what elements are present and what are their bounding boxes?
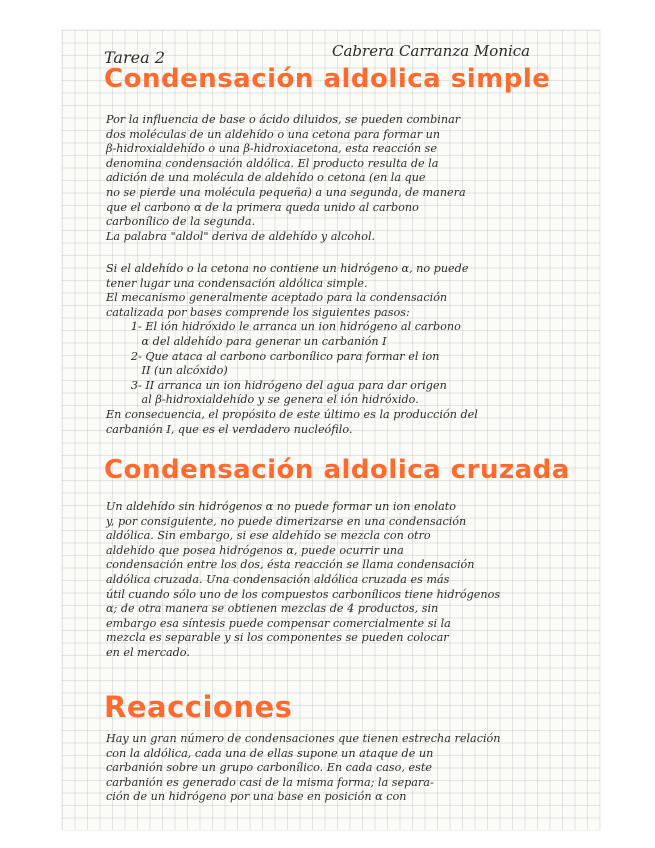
text-line: en el mercado.: [106, 645, 190, 659]
section-title-cruzada: Condensación aldolica cruzada: [104, 455, 570, 485]
text-line: adición de una molécula de aldehído o cetona (en la que: [106, 171, 426, 185]
text-line: con la aldólica, cada una de ellas supone un ataque de un: [106, 746, 434, 760]
text-line: En consecuencia, el propósito de este último es la producción del: [106, 407, 478, 421]
text-line: La palabra "aldol" deriva de aldehído y alcohol.: [106, 229, 376, 243]
text-line: mezcla es separable y si los componentes se pueden colocar: [106, 631, 449, 645]
paragraph-simple-mechanism: [106, 262, 586, 437]
text-line: denomina condensación aldólica. El producto resulta de la: [106, 156, 439, 170]
text-line: y, por consiguiente, no puede dimerizarse en una condensación: [106, 514, 467, 528]
text-line: El mecanismo generalmente aceptado para la condensación: [106, 291, 448, 305]
text-line: β-hidroxialdehído o una β-hidroxiacetona, esta reacción se: [106, 142, 437, 156]
text-line: aldehído que posea hidrógenos α, puede ocurrir una: [106, 543, 404, 557]
text-line: Un aldehído sin hidrógenos α no puede formar un ion enolato: [106, 500, 457, 513]
paragraph-reacciones: [106, 732, 586, 805]
text-line: carbanión es generado casi de la misma forma; la separa-: [106, 775, 434, 789]
text-line: carbanión sobre un grupo carbonílico. En cada caso, este: [106, 761, 432, 775]
text-line: no se pierde una molécula pequeña) a una segunda, de manera: [106, 185, 466, 199]
text-line: catalizada por bases comprende los siguientes pasos:: [106, 305, 410, 319]
paragraph-simple-definition: [106, 113, 586, 244]
text-line: tener lugar una condensación aldólica simple.: [106, 276, 368, 290]
text-line: ción de un hidrógeno por una base en posición α con: [106, 790, 407, 804]
mechanism-step-3-cont: al β-hidroxialdehído y se genera el ión hidróxido.: [106, 393, 419, 407]
text-line: Hay un gran número de condensaciones que tienen estrecha relación: [106, 732, 501, 745]
text-line: α; de otra manera se obtienen mezclas de 4 productos, sin: [106, 602, 439, 616]
text-line: carbonílico de la segunda.: [106, 215, 256, 229]
section-title-simple: Condensación aldolica simple: [104, 64, 551, 94]
text-line: que el carbono α de la primera queda unido al carbono: [106, 200, 419, 214]
text-line: aldólica cruzada. Una condensación aldólica cruzada es más: [106, 572, 450, 586]
mechanism-step-3: 3- II arranca un ion hidrógeno del agua para dar origen: [106, 378, 447, 392]
text-line: útil cuando sólo uno de los compuestos carbonílicos tiene hidrógenos: [106, 587, 501, 601]
mechanism-step-1-cont: α del aldehído para generar un carbanión I: [106, 334, 387, 348]
paragraph-cruzada: [106, 500, 586, 661]
section-title-reacciones: Reacciones: [104, 690, 293, 724]
text-line: embargo esa síntesis puede compensar comercialmente si la: [106, 616, 451, 630]
notebook-page: [62, 30, 600, 830]
text-line: aldólica. Sin embargo, si ese aldehído se mezcla con otro: [106, 529, 431, 543]
text-line: Por la influencia de base o ácido diluidos, se pueden combinar: [106, 113, 461, 126]
assignment-label: Tarea 2: [104, 48, 165, 67]
mechanism-step-2: 2- Que ataca al carbono carbonílico para formar el ion: [106, 349, 440, 363]
text-line: Si el aldehído o la cetona no contiene un hidrógeno α, no puede: [106, 262, 469, 275]
text-line: dos moléculas de un aldehído o una cetona para formar un: [106, 127, 441, 141]
mechanism-step-2-cont: II (un alcóxido): [106, 364, 228, 378]
author-name: Cabrera Carranza Monica: [332, 42, 531, 60]
text-line: condensación entre los dos, ésta reacción se llama condensación: [106, 558, 475, 572]
mechanism-step-1: 1- El ión hidróxido le arranca un ion hidrógeno al carbono: [106, 320, 461, 334]
text-line: carbanión I, que es el verdadero nucleófilo.: [106, 422, 353, 436]
